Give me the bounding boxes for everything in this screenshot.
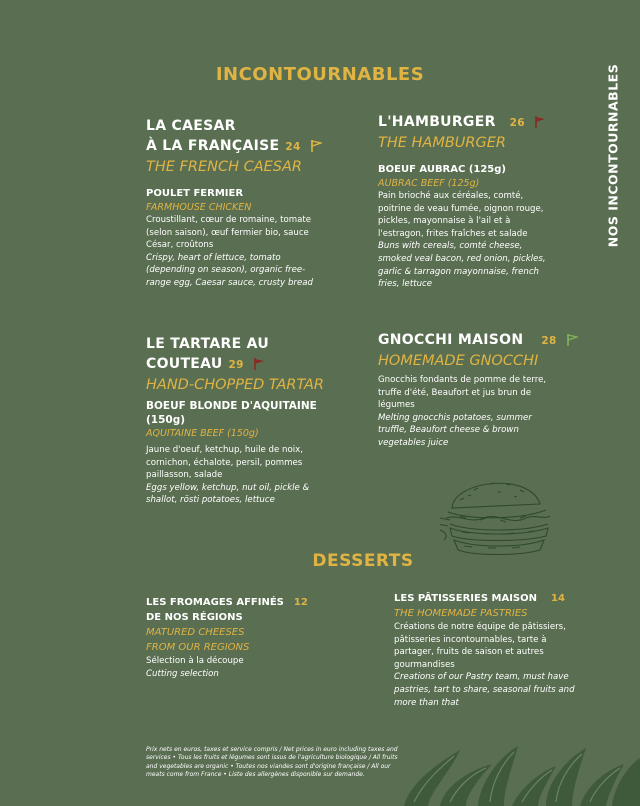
- item-title-en: HAND-CHOPPED TARTAR: [146, 377, 324, 393]
- item-title: LA CAESAR: [146, 118, 236, 134]
- item-subtitle-en: FARMHOUSE CHICKEN: [146, 202, 252, 213]
- item-title-row: [378, 112, 558, 133]
- item-description: Croustillant, cœur de romaine, tomate (selon saison), œuf fermier bio, sauce César, croûtons: [146, 215, 312, 251]
- section-title-incontournables: INCONTOURNABLES: [215, 64, 425, 85]
- item-description: Sélection à la découpe: [146, 656, 244, 666]
- item-description-en: Crispy, heart of lettuce, tomato (depending on season), organic free-range egg, Caesar sauce, crusty bread: [146, 252, 313, 288]
- item-description-en: Melting gnocchis potatoes, summer truffle, Beaufort cheese & brown vegetables juice: [378, 412, 532, 448]
- item-title: LE TARTARE AU: [146, 336, 269, 352]
- flag-green-icon: [566, 333, 578, 347]
- item-description: Créations de notre équipe de pâtissiers, pâtisseries incontournables, tarte à partager, fruits de saison et autres gourmandises: [394, 622, 566, 670]
- menu-item-gnocchi: [378, 330, 578, 450]
- footer-note: Prix nets en euros, taxes et service compris / Net prices in euro including taxes and services • Tous les fruits et légumes sont issus de l'agriculture biologique / All fruits and vegetables are organic • Toutes nos viandes sont d'origine française / All our meats come from France • Liste des allergènes disponible sur demande.: [146, 746, 398, 779]
- section-title-desserts: DESSERTS: [312, 551, 414, 571]
- item-title: LES FROMAGES AFFINÉS: [146, 597, 284, 608]
- item-title-line2-row: [146, 354, 356, 375]
- item-title-row: [394, 592, 584, 606]
- item-title-line2-row: [146, 136, 336, 157]
- item-subtitle: BOEUF BLONDE D'AQUITAINE (150g): [146, 400, 317, 426]
- item-price: 26: [509, 117, 525, 129]
- item-description: Jaune d'oeuf, ketchup, huile de noix, cornichon, échalote, persil, pommes paillasson, salade: [146, 445, 303, 481]
- item-description-en: Eggs yellow, ketchup, nut oil, pickle & shallot, rösti potatoes, lettuce: [146, 482, 310, 506]
- item-title-en-line2: FROM OUR REGIONS: [146, 642, 250, 653]
- item-subtitle-en: AQUITAINE BEEF (150g): [146, 428, 259, 439]
- side-title: NOS INCONTOURNABLES: [605, 63, 621, 248]
- leaf-pattern-decoration: [400, 742, 640, 806]
- burger-illustration: [440, 470, 560, 562]
- item-title-line2: À LA FRANÇAISE: [146, 138, 280, 154]
- item-subtitle-en: AUBRAC BEEF (125g): [378, 178, 480, 189]
- menu-item-tartare: [146, 334, 356, 507]
- item-description: Pain brioché aux céréales, comté, poitrine de veau fumée, oignon rouge, pickles, mayonnaise à l'ail et à l'estragon, frites fraîches et salade: [378, 191, 544, 239]
- menu-item-caesar: [146, 116, 336, 290]
- item-title-en: THE HOMEMADE PASTRIES: [394, 608, 528, 619]
- item-price: 12: [293, 597, 308, 608]
- menu-item-patisseries: [394, 592, 584, 709]
- flag-red-icon: [534, 115, 546, 129]
- item-title: GNOCCHI MAISON: [378, 332, 524, 348]
- item-title-row: [378, 330, 578, 351]
- item-price: 14: [551, 593, 565, 604]
- item-title-line2: COUTEAU: [146, 356, 223, 372]
- item-title-en: HOMEMADE GNOCCHI: [378, 353, 539, 369]
- flag-gold-icon: [310, 139, 322, 153]
- item-price: 24: [285, 141, 301, 153]
- item-subtitle: BOEUF AUBRAC (125g): [378, 164, 506, 175]
- item-description: Gnocchis fondants de pomme de terre, truffe d'été, Beaufort et jus brun de légumes: [378, 375, 547, 411]
- item-price: 29: [228, 359, 244, 371]
- menu-item-fromages: [146, 596, 346, 680]
- item-description-en: Cutting selection: [146, 668, 219, 679]
- item-subtitle: POULET FERMIER: [146, 188, 244, 199]
- item-title-en: THE HAMBURGER: [378, 135, 506, 151]
- item-title: LES PÂTISSERIES MAISON: [394, 593, 538, 604]
- item-title-line2: DE NOS RÉGIONS: [146, 612, 243, 623]
- item-description-en: Creations of our Pastry team, must have pastries, tart to share, seasonal fruits and more than that: [394, 672, 575, 708]
- item-title-row: [146, 596, 346, 610]
- item-price: 28: [541, 335, 557, 347]
- menu-item-hamburger: [378, 112, 558, 291]
- item-description-en: Buns with cereals, comté cheese, smoked veal bacon, red onion, pickles, garlic & tarragon mayonnaise, french fries, lettuce: [378, 241, 546, 290]
- item-title-en: MATURED CHEESES: [146, 627, 245, 638]
- item-title: L'HAMBURGER: [378, 114, 496, 130]
- item-title-en: THE FRENCH CAESAR: [146, 159, 302, 175]
- flag-red-icon: [253, 357, 265, 371]
